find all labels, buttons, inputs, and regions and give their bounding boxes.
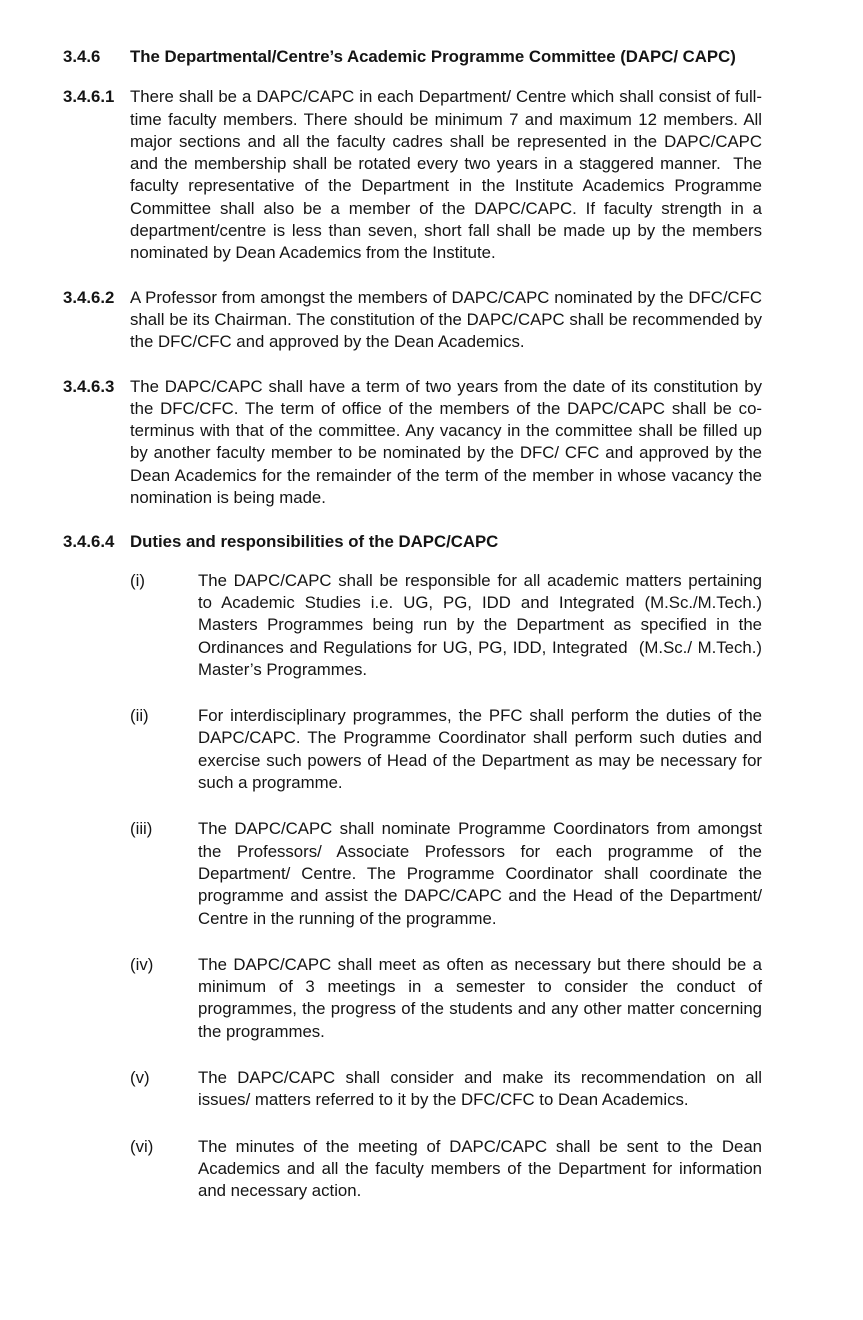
list-marker: (vi) bbox=[130, 1136, 154, 1156]
list-marker: (v) bbox=[130, 1067, 150, 1087]
section-number: 3.4.6 bbox=[63, 47, 101, 66]
list-marker: (iv) bbox=[130, 954, 154, 974]
section-heading-3-4-6 bbox=[63, 46, 762, 68]
list-marker: (iii) bbox=[130, 819, 153, 839]
list-item-i bbox=[130, 570, 762, 681]
list-item-iv bbox=[130, 954, 762, 1043]
list-item-text: For interdisciplinary programmes, the PFC shall perform the duties of the DAPC/CAPC. The Programme Coordinator shall perform such duties and exercise such powers of Head of the Department as may be necessary for such a programme. bbox=[198, 706, 762, 793]
list-marker: (i) bbox=[130, 570, 145, 590]
list-item-v bbox=[130, 1067, 762, 1112]
list-item-text: The DAPC/CAPC shall consider and make its recommendation on all issues/ matters referred to it by the DFC/CFC to Dean Academics. bbox=[198, 1067, 762, 1110]
list-marker: (ii) bbox=[130, 706, 149, 726]
paragraph-number: 3.4.6.2 bbox=[63, 287, 115, 307]
section-heading-3-4-6-4 bbox=[63, 531, 762, 553]
paragraph-3-4-6-3 bbox=[63, 376, 762, 510]
section-number: 3.4.6.4 bbox=[63, 532, 115, 552]
paragraph-3-4-6-1 bbox=[63, 86, 762, 264]
list-item-vi bbox=[130, 1136, 762, 1203]
paragraph-3-4-6-2 bbox=[63, 287, 762, 354]
list-item-text: The DAPC/CAPC shall meet as often as necessary but there should be a minimum of 3 meetings in a semester to consider the conduct of programmes, the progress of the students and any other matter concerning the programmes. bbox=[198, 954, 762, 1041]
list-item-ii bbox=[130, 705, 762, 794]
paragraph-text: There shall be a DAPC/CAPC in each Department/ Centre which shall consist of full-time faculty members. There should be minimum 7 and maximum 12 members. All major sections and all the faculty cadres shall be represented in the DAPC/CAPC and the membership shall be rotated every two years in a staggered manner. The faculty representative of the Department in the Institute Academics Programme Committee shall also be a member of the DAPC/CAPC. If faculty strength in a department/centre is less than seven, short fall shall be made up by the members nominated by Dean Academics from the Institute. bbox=[130, 87, 762, 263]
paragraph-number: 3.4.6.1 bbox=[63, 87, 115, 107]
paragraph-text: A Professor from amongst the members of DAPC/CAPC nominated by the DFC/CFC shall be its Chairman. The constitution of the DAPC/CAPC shall be recommended by the DFC/CFC and approved by the Dean Academics. bbox=[130, 287, 762, 352]
section-title: Duties and responsibilities of the DAPC/CAPC bbox=[130, 532, 499, 552]
list-item-text: The minutes of the meeting of DAPC/CAPC shall be sent to the Dean Academics and all the faculty members of the Department for information and necessary action. bbox=[198, 1136, 762, 1201]
list-item-iii bbox=[130, 818, 762, 929]
list-item-text: The DAPC/CAPC shall nominate Programme Coordinators from amongst the Professors/ Associate Professors for each programme of the Department/ Centre. The Programme Coordinator shall coordinate the programme and assist the DAPC/CAPC and the Head of the Department/ Centre in the running of the programme. bbox=[198, 819, 762, 928]
paragraph-text: The DAPC/CAPC shall have a term of two years from the date of its constitution by the DFC/CFC. The term of office of the members of the DAPC/CAPC shall be co-terminus with that of the committee. Any vacancy in the committee shall be filled up by another faculty member to be nominated by the DFC/ CFC and approved by the Dean Academics for the remainder of the term of the member in whose vacancy the nomination is being made. bbox=[130, 376, 762, 508]
duties-list bbox=[130, 570, 762, 1203]
paragraph-number: 3.4.6.3 bbox=[63, 376, 115, 396]
section-title: The Departmental/Centre’s Academic Programme Committee (DAPC/ CAPC) bbox=[130, 47, 736, 66]
list-item-text: The DAPC/CAPC shall be responsible for all academic matters pertaining to Academic Studies i.e. UG, PG, IDD and Integrated (M.Sc./M.Tech.) Masters Programmes being run by the Department as specified in the Ordinances and Regulations for UG, PG, IDD, Integrated (M.Sc./ M.Tech.) Master’s Programmes. bbox=[198, 570, 762, 679]
